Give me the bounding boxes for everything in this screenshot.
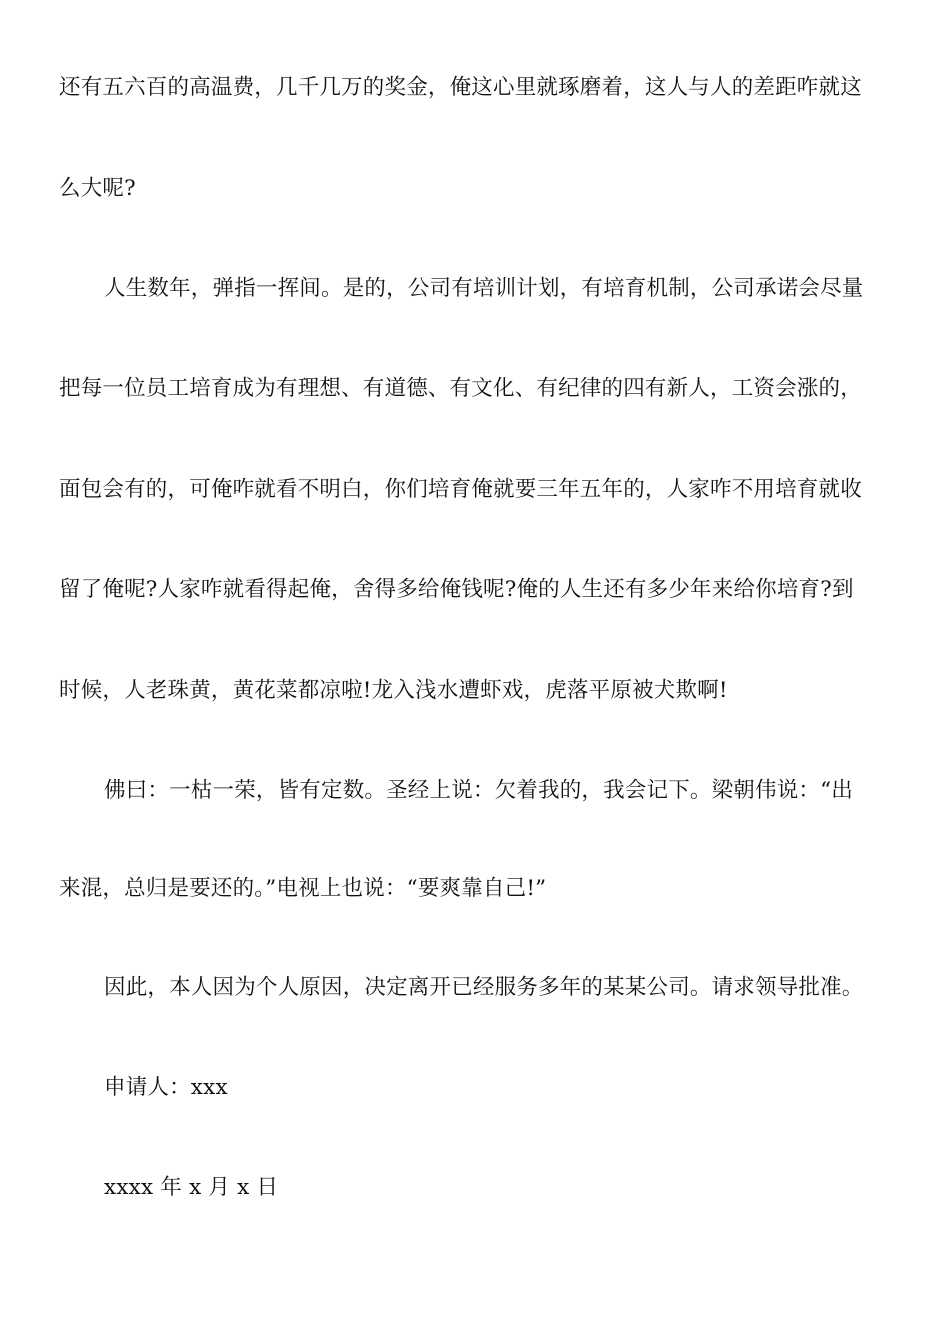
paragraph-line: 面包会有的，可俺咋就看不明白，你们培育俺就要三年五年的，人家咋不用培育就收	[59, 477, 862, 502]
paragraph-line: 么大呢?	[59, 176, 136, 201]
date-line: xxxx 年 x 月 x 日	[104, 1175, 279, 1200]
paragraph-line: 佛曰：一枯一荣，皆有定数。圣经上说：欠着我的，我会记下。梁朝伟说：“出	[104, 778, 853, 803]
paragraph-line: 人生数年，弹指一挥间。是的，公司有培训计划，有培育机制，公司承诺会尽量	[104, 276, 864, 301]
paragraph-line: 时候，人老珠黄，黄花菜都凉啦!龙入浅水遭虾戏，虎落平原被犬欺啊!	[59, 678, 728, 703]
applicant-line: 申请人：xxx	[104, 1075, 228, 1100]
paragraph-line: 来混，总归是要还的。”电视上也说：“要爽靠自己!”	[59, 876, 547, 901]
paragraph-line: 把每一位员工培育成为有理想、有道德、有文化、有纪律的四有新人，工资会涨的，	[59, 376, 862, 401]
paragraph-line: 因此，本人因为个人原因，决定离开已经服务多年的某某公司。请求领导批准。	[104, 975, 864, 1000]
paragraph-line: 还有五六百的高温费，几千几万的奖金，俺这心里就琢磨着，这人与人的差距咋就这	[59, 75, 862, 100]
paragraph-line: 留了俺呢?人家咋就看得起俺，舍得多给俺钱呢?俺的人生还有多少年来给你培育?到	[59, 577, 854, 602]
